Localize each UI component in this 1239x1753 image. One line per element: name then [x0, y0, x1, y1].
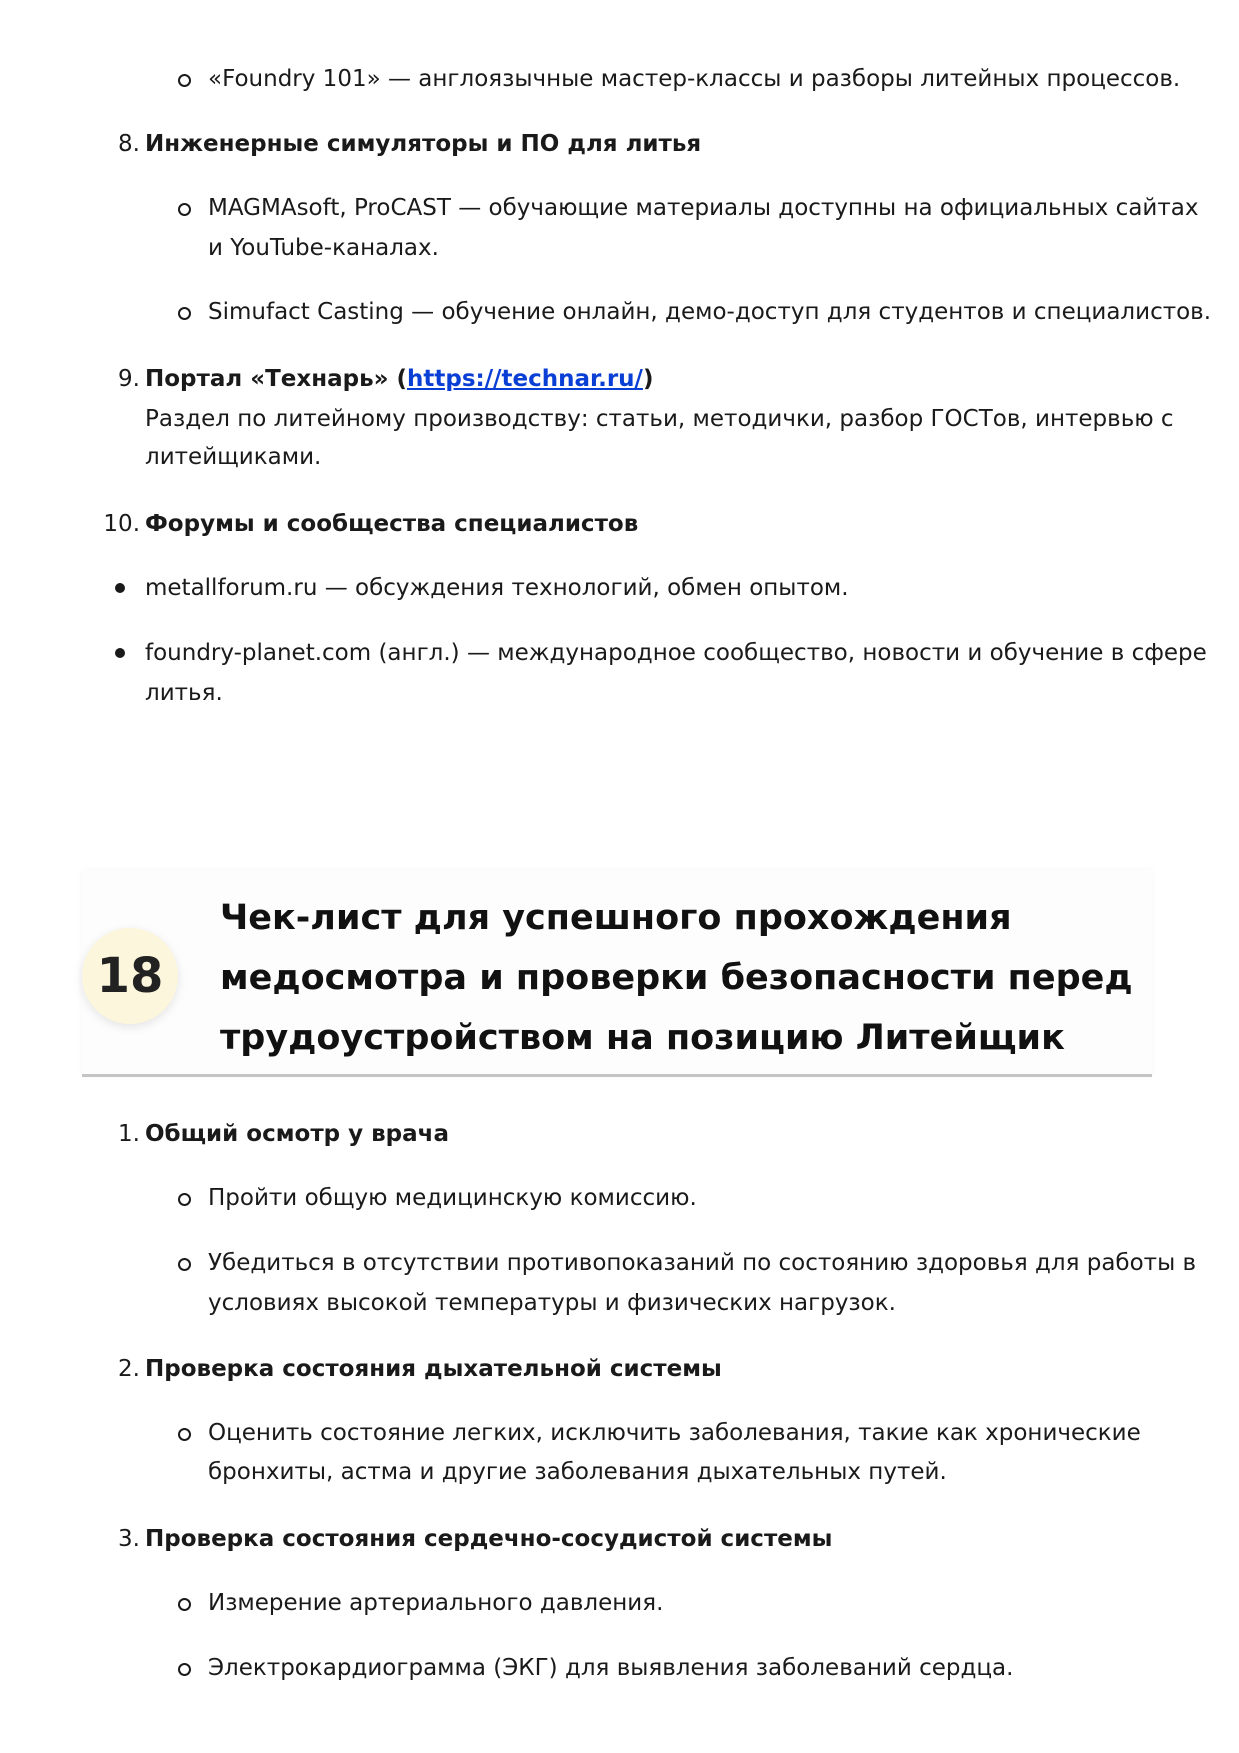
list-item: metallforum.ru — обсуждения технологий, обмен опытом. — [145, 575, 849, 601]
portal-title: Портал «Технарь» ( — [145, 366, 407, 392]
circle-bullet-icon — [178, 1258, 191, 1271]
list-item-title — [145, 360, 653, 398]
technar-link[interactable]: https://technar.ru/ — [407, 366, 643, 392]
list-item-title: Проверка состояния дыхательной системы — [145, 1356, 722, 1382]
list-item: Убедиться в отсутствии противопоказаний по состоянию здоровья для работы в — [208, 1250, 1197, 1276]
circle-bullet-icon — [178, 1193, 191, 1206]
list-item: Измерение артериального давления. — [208, 1590, 664, 1616]
list-item-title: Общий осмотр у врача — [145, 1121, 449, 1147]
list-item: «Foundry 101» — англоязычные мастер-классы и разборы литейных процессов. — [208, 66, 1181, 92]
section-heading-line: медосмотра и проверки безопасности перед — [220, 958, 1133, 998]
portal-title-suffix: ) — [642, 366, 654, 392]
section-heading-line: трудоустройством на позицию Литейщик — [220, 1018, 1065, 1058]
circle-bullet-icon — [178, 74, 191, 87]
list-item: бронхиты, астма и другие заболевания дыхательных путей. — [208, 1459, 947, 1485]
list-number: 3. — [118, 1526, 140, 1552]
list-item-title: Проверка состояния сердечно-сосудистой системы — [145, 1526, 833, 1552]
circle-bullet-icon — [178, 1663, 191, 1676]
list-item: Пройти общую медицинскую комиссию. — [208, 1185, 697, 1211]
section-heading-line: Чек-лист для успешного прохождения — [220, 898, 1012, 938]
circle-bullet-icon — [178, 1428, 191, 1441]
list-item: условиях высокой температуры и физических нагрузок. — [208, 1290, 896, 1316]
list-item-title: Форумы и сообщества специалистов — [145, 511, 639, 537]
list-number: 9. — [118, 366, 140, 392]
list-item-description: Раздел по литейному производству: статьи, методички, разбор ГОСТов, интервью с — [145, 406, 1174, 432]
section-heading — [220, 888, 1140, 1068]
disc-bullet-icon — [115, 583, 125, 593]
circle-bullet-icon — [178, 1598, 191, 1611]
section-number-badge: 18 — [82, 928, 178, 1024]
list-item: Оценить состояние легких, исключить заболевания, такие как хронические — [208, 1420, 1141, 1446]
circle-bullet-icon — [178, 203, 191, 216]
disc-bullet-icon — [115, 648, 125, 658]
list-item: и YouTube-каналах. — [208, 235, 439, 261]
list-number: 8. — [118, 131, 140, 157]
circle-bullet-icon — [178, 307, 191, 320]
list-item-description: литейщиками. — [145, 444, 322, 470]
list-number: 1. — [118, 1121, 140, 1147]
list-item: литья. — [145, 680, 223, 706]
list-item-title: Инженерные симуляторы и ПО для литья — [145, 131, 702, 157]
list-item: Электрокардиограмма (ЭКГ) для выявления заболеваний сердца. — [208, 1655, 1014, 1681]
list-item: foundry-planet.com (англ.) — международное сообщество, новости и обучение в сфере — [145, 640, 1207, 666]
list-number: 2. — [118, 1356, 140, 1382]
list-number: 10. — [103, 511, 140, 537]
list-item: Simufact Casting — обучение онлайн, демо-доступ для студентов и специалистов. — [208, 299, 1212, 325]
list-item: MAGMAsoft, ProCAST — обучающие материалы доступны на официальных сайтах — [208, 195, 1199, 221]
